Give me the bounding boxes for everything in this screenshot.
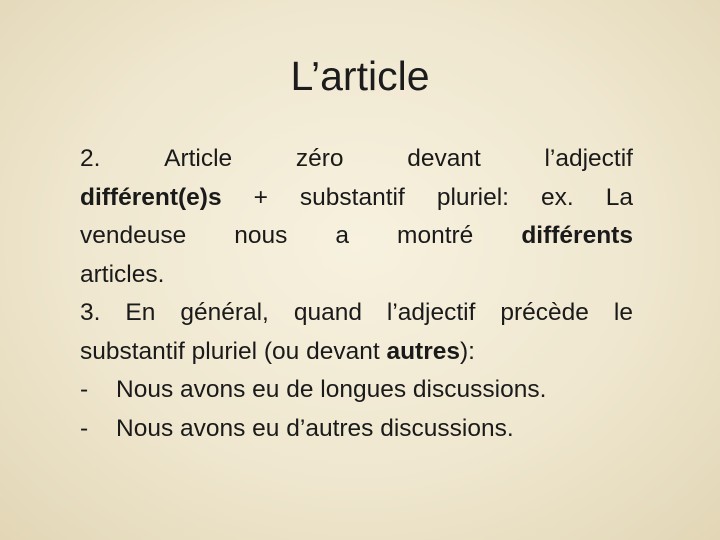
point3-line1 <box>80 294 633 333</box>
bold-term-differents-example: différents <box>521 222 633 249</box>
bullet-item <box>80 410 633 449</box>
bold-term-autres: autres <box>386 337 460 365</box>
word: pluriel: <box>436 183 509 211</box>
bullet-item <box>80 371 633 410</box>
word: 2. <box>80 145 101 172</box>
word: Article <box>164 145 233 172</box>
word: quand <box>293 299 362 326</box>
point2-line2 <box>80 179 633 218</box>
word: 3. <box>80 299 101 326</box>
word: précède <box>500 299 589 326</box>
word: zéro <box>295 145 344 172</box>
point3-line2-suffix: ): <box>459 337 475 365</box>
bullet-text: Nous avons eu de longues discussions. <box>116 376 547 403</box>
point2-line3 <box>80 217 633 256</box>
slide-body <box>80 140 633 448</box>
point2-line1 <box>80 140 633 179</box>
bullet-dash: - <box>80 376 89 403</box>
word: le <box>613 299 633 326</box>
word: montré <box>397 222 474 249</box>
word: ex. <box>541 183 574 211</box>
word: substantif <box>299 183 405 211</box>
word: En <box>125 299 156 326</box>
bullet-dash: - <box>80 414 89 442</box>
point3-line2-prefix: substantif pluriel (ou devant <box>80 337 387 365</box>
word: général, <box>180 299 269 326</box>
point2-line4: articles. <box>80 260 165 288</box>
word: nous <box>234 222 288 249</box>
word: vendeuse <box>80 222 187 249</box>
bullet-text: Nous avons eu d’autres discussions. <box>116 414 514 442</box>
word: l’adjectif <box>386 299 476 326</box>
word: La <box>605 183 633 211</box>
slide-title: L’article <box>290 53 430 99</box>
word: a <box>335 222 350 249</box>
bold-term-differents: différent(e)s <box>80 183 222 211</box>
word: l’adjectif <box>544 145 633 172</box>
point3-line2 <box>80 333 633 372</box>
word: + <box>253 183 268 211</box>
word: devant <box>407 145 481 172</box>
